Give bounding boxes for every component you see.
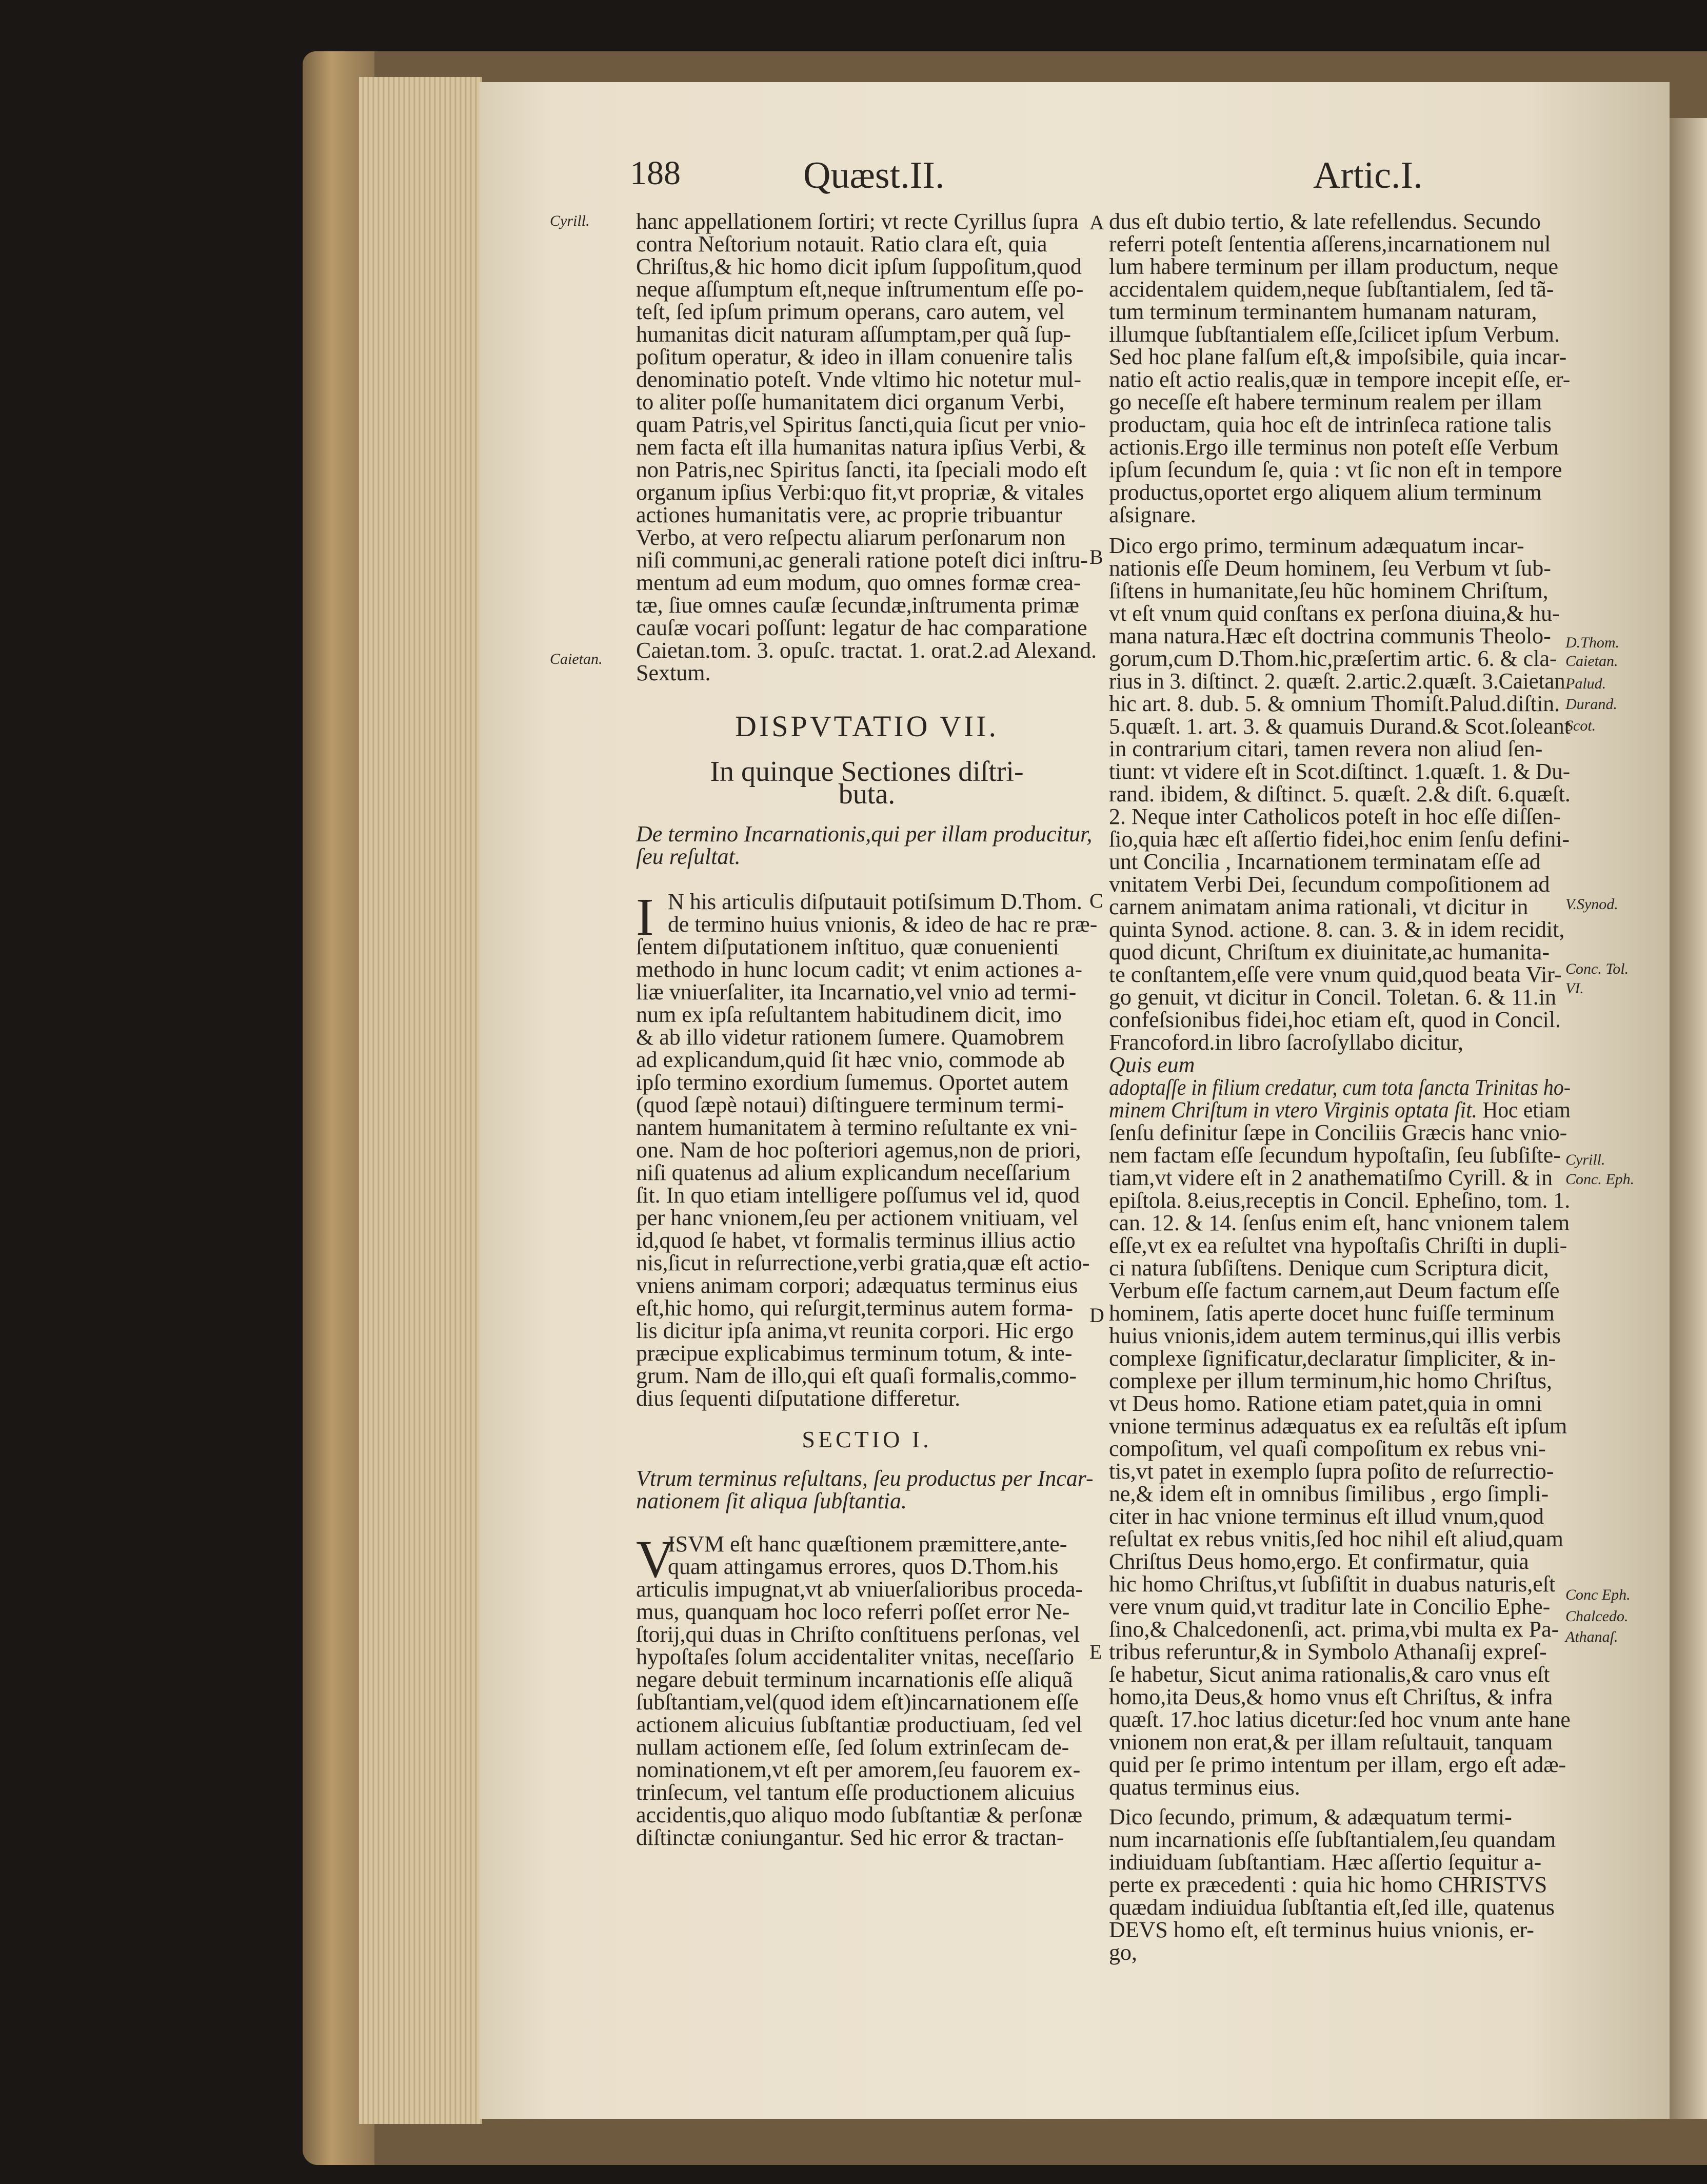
margin-note: D.Thom. [1565,634,1620,651]
disputatio-subtitle [636,756,1098,810]
text-line: aſsignare. [1109,502,1196,527]
text-line: & ab illo videtur rationem ſumere. Quamobrem [636,1025,1064,1050]
text-line: productam, quia hoc eſt de intrinſeca ratione talis [1109,412,1552,437]
text-line: nem factam eſſe ſecundum hypoſtaſin, ſeu ſubſiſte- [1109,1143,1561,1168]
text-line: ſeu reſultat. [636,844,741,869]
text-line: productus,oportet ergo aliquem alium terminum [1109,480,1542,505]
text-line: id,quod ſe habet, vt formalis terminus illius actio [636,1228,1076,1253]
margin-note: VI. [1565,980,1584,997]
section-letter: C [1089,889,1103,912]
text-line: hominem, ſatis aperte docet hunc fuiſſe terminum [1109,1301,1555,1326]
text-line: nantem humanitatem à termino reſultante ex vni- [636,1115,1078,1140]
text-line: ne,& idem eſt in omnibus ſimilibus , ergo ſimpli- [1109,1481,1549,1506]
margin-note: Conc. Tol. [1565,960,1629,977]
paragraph-line [1109,1097,1571,1123]
margin-note: Conc. Eph. [1565,1171,1635,1188]
text-column-right [1109,210,1571,1964]
text-line: ſe habetur, Sicut anima rationalis,& caro vnus eſt [1109,1662,1550,1687]
text-line: ſenſu definitur ſæpe in Conciliis Græcis hanc vnio- [1109,1120,1567,1145]
text-line: tribus referuntur,& in Symbolo Athanaſij expreſ- [1109,1639,1547,1664]
text-line: eſſe,vt ex ea reſultet vna hypoſtaſis Chriſti in dupli- [1109,1233,1567,1258]
text-line: Chriſtus Deus homo,ergo. Et confirmatur, quia [1109,1549,1529,1574]
text-line: quatus terminus eius. [1109,1775,1300,1800]
margin-note: Scot. [1565,717,1596,734]
text-line: ſiſtens in humanitate,ſeu hũc hominem Chriſtum, [1109,578,1549,603]
paragraph-line: ISVM eſt hanc quæſtionem præmittere,ante- [668,1531,1067,1557]
paragraph-line: de termino huius vnionis, & ideo de hac re præ- [668,912,1098,937]
text-line: can. 12. & 14. ſenſus enim eſt, hanc vnionem talem [1109,1210,1570,1235]
text-line: vnione terminus adæquatus ex ea reſultãs eſt ipſum [1109,1413,1567,1439]
text-line: indiuiduam ſubſtantiam. Hæc aſſertio ſequitur a- [1109,1849,1542,1875]
text-line: Chriſtus,& hic homo dicit ipſum ſuppoſitum,quod [636,254,1082,279]
text-line: liæ vniuerſaliter, ita Incarnatio,vel vnio ad termi- [636,979,1077,1005]
paragraph-b [1109,535,1571,1054]
text-line: 5.quæſt. 1. art. 3. & quamuis Durand.& Scot.ſoleant [1109,714,1571,739]
text-line: ad explicandum,quid ſit hæc vnio, commode ab [636,1047,1065,1072]
text-line: reſultat ex rebus vnitis,ſed hoc nihil eſt aliud,quam [1109,1526,1563,1551]
text-line: eſt,hic homo, qui reſurgit,terminus autem forma- [636,1295,1074,1321]
text-line: num incarnationis eſſe ſubſtantialem,ſeu quandam [1109,1827,1556,1852]
text-line: actionem alicuius ſubſtantiæ productiuam, ſed vel [636,1712,1083,1737]
text-line: dus eſt dubio tertio, & late refellendus. Secundo [1109,209,1541,234]
text-line: ipſo termino exordium ſumemus. Oportet autem [636,1070,1069,1095]
text-line: go, [1109,1940,1137,1965]
text-line: præcipue explicabimus terminum totum, & inte- [636,1341,1073,1366]
paragraph-2 [636,1530,1098,1589]
text-line: mentum ad eum modum, quo omnes formæ crea- [636,570,1081,595]
text-line: tiunt: vt videre eſt in Scot.diſtinct. 1.quæſt. 1. & Du- [1109,759,1571,784]
text-line: go neceſſe eſt habere terminum realem per illam [1109,389,1542,415]
quote-text: minem Chriſtum in vtero Virginis optata ſit. [1109,1097,1478,1123]
drop-cap: V [636,1530,675,1589]
text-line: nationis eſſe Deum hominem, ſeu Verbum vt ſub- [1109,556,1551,581]
text-line: vt Deus homo. Ratione etiam patet,quia in omni [1109,1391,1542,1416]
paragraph-text: Hoc etiam [1482,1097,1571,1123]
running-title-right: Artic.I. [1313,154,1423,196]
text-line: nationem ſit aliqua ſubſtantia. [636,1488,907,1513]
text-line: methodo in hunc locum cadit; vt enim actiones a- [636,957,1082,982]
text-line: vniens animam corpori; adæquatus terminus eius [636,1273,1078,1298]
text-line: De termino Incarnationis,qui per illam producitur, [636,821,1093,847]
text-line: tum terminum terminantem humanam naturam, [1109,299,1537,324]
margin-note: Durand. [1565,696,1617,713]
text-line: illumque ſubſtantialem eſſe,ſcilicet ipſum Verbum. [1109,322,1560,347]
text-line: complexe ſignificatur,declaratur ſimpliciter, & in- [1109,1346,1556,1371]
text-line: num ex ipſa reſultantem habitudinem dicit, imo [636,1002,1062,1027]
text-line: Vtrum terminus reſultans, ſeu productus per Incar- [636,1466,1094,1491]
text-line: quædam indiuidua ſubſtantia eſt,ſed ille, quatenus [1109,1895,1555,1920]
text-line: go genuit, vt dicitur in Concil. Toletan. 6. & 11.in [1109,985,1556,1010]
text-line: homo,ita Deus,& homo vnus eſt Chriſtus, & infra [1109,1684,1553,1709]
text-line: epiſtola. 8.eius,receptis in Concil. Epheſino, tom. 1. [1109,1188,1571,1213]
text-line: nominationem,vt eſt per amorem,ſeu fauorem ex- [636,1757,1081,1782]
quote-text: adoptaſſe in filium credatur, cum tota ſancta Trinitas ho- [1109,1075,1571,1100]
paragraph-1-body [636,936,1098,1410]
text-line: (quod ſæpè notaui) diſtinguere terminum termi- [636,1092,1064,1117]
text-line: lis dicitur ipſa anima,vt reunita corpori. Hic ergo [636,1318,1074,1343]
text-line: ſio,quia hæc eſt aſſertio fidei,hoc enim ſenſu defini- [1109,827,1570,852]
text-line: hic art. 8. dub. 5. & omnium Thomiſt.Palud.diſtin. [1109,691,1560,716]
text-line: dius ſequenti diſputatione differetur. [636,1386,961,1411]
text-line: Sed hoc plane falſum eſt,& impoſsibile, quia incar- [1109,344,1567,369]
text-line: ſit. In quo etiam intelligere poſſumus vel id, quod [636,1183,1080,1208]
page-number: 188 [630,154,681,192]
text-line: Dico ſecundo, primum, & adæquatum termi- [1109,1804,1512,1829]
text-line: accidentalem quidem,neque ſubſtantialem, ſed tã- [1109,277,1554,302]
text-line: tis,vt patet in exemplo ſupra poſito de reſurrectio- [1109,1459,1554,1484]
text-line: tæ, ſiue omnes cauſæ ſecundæ,inſtrumenta primæ [636,593,1079,618]
text-line: to aliter poſſe humanitatem dici organum Verbi, [636,389,1065,415]
paragraph-c [1109,1121,1571,1799]
margin-note: Cyrill. [550,212,590,229]
text-line: confeſsionibus fidei,hoc etiam eſt, quod in Concil. [1109,1007,1561,1032]
margin-note: Athanaſ. [1565,1628,1618,1645]
text-line: vnionem non erat,& per illam reſultauit, tanquam [1109,1729,1553,1755]
paragraph-line: quam attingamus errores, quos D.Thom.his [668,1554,1059,1579]
text-line: accidentis,quo aliquo modo ſubſtantiæ & perſonæ [636,1802,1083,1827]
text-line: quid per ſe primo intentum per illam, ergo eſt adæ- [1109,1752,1566,1777]
text-line: nem facta eſt illa humanitas natura ipſius Verbi, & [636,435,1086,460]
text-line: nullam actionem eſſe, ſed ſolum extrinſecam de- [636,1735,1069,1760]
text-line: trinſecum, vel tantum eſſe productionem alicuius [636,1780,1075,1805]
text-line: cauſæ vocari poſſunt: legatur de hac comparatione [636,615,1087,640]
text-line: quinta Synod. actione. 8. can. 3. & in idem recidit, [1109,917,1565,942]
text-line: carnem animatam anima rationali, vt dicitur in [1109,894,1529,919]
text-line: huius vnionis,idem autem terminus,qui illis verbis [1109,1323,1561,1348]
disputatio-argument [636,823,1098,868]
margin-note: Cyrill. [1565,1151,1605,1168]
text-line: denominatio poteſt. Vnde vltimo hic notetur mul- [636,367,1082,392]
text-line: DEVS homo eſt, eſt terminus huius vnionis, er- [1109,1917,1534,1942]
text-line: hypoſtaſes ſolum accidentaliter vnitas, neceſſario [636,1644,1075,1669]
margin-note: Caietan. [1565,653,1618,670]
text-line: ſentem diſputationem inſtituo, quæ conuenienti [636,934,1059,959]
text-line: ipſum ſecundum ſe, quia : vt ſic non eſt in tempore [1109,457,1562,482]
text-line: quod dicunt, Chriſtum ex diuinitate,ac humanita- [1109,939,1550,965]
text-line: buta. [838,778,896,810]
margin-note: Palud. [1565,675,1606,692]
text-line: actiones humanitatis vere, ac proprie tribuantur [636,502,1062,527]
page-edges [359,77,482,2124]
text-line: organum ipſius Verbi:quo fit,vt propriæ, & vitales [636,480,1084,505]
text-line: Dico ergo primo, terminum adæquatum incar- [1109,533,1524,558]
text-line: neque aſſumptum eſt,neque inſtrumentum eſſe po- [636,277,1084,302]
margin-note: Caietan. [550,651,603,667]
text-line: per hanc vnionem,ſeu per actionem vnitiuam, vel [636,1205,1079,1230]
paragraph-a [1109,210,1571,526]
text-line: rius in 3. diſtinct. 2. quæſt. 2.artic.2.quæſt. 3.Caietan. [1109,668,1571,694]
text-line: ci natura ſubſiſtens. Denique cum Scriptura dicit, [1109,1255,1549,1281]
text-line: hic homo Chriſtus,vt ſubſiſtit in duabus naturis,eſt [1109,1571,1556,1597]
paragraph-d [1109,1806,1571,1964]
text-line: quam Patris,vel Spiritus ſancti,quia ſicut per vnio- [636,412,1086,437]
text-line: Sextum. [636,660,711,685]
drop-cap: I [636,888,654,947]
text-line: grum. Nam de illo,qui eſt quaſi formalis,commo- [636,1363,1077,1388]
text-line: negare debuit terminum incarnationis eſſe aliquã [636,1667,1073,1692]
text-line: ſino,& Chalcedonenſi, act. prima,vbi multa ex Pa- [1109,1617,1559,1642]
text-line: contra Neſtorium notauit. Ratio clara eſt, quia [636,231,1047,257]
text-line: ſubſtantiam,vel(quod idem eſt)incarnationem eſſe [636,1689,1079,1715]
text-line: mana natura.Hæc eſt doctrina communis Theolo- [1109,623,1551,648]
section-letter: A [1089,211,1104,234]
text-line: diſtinctæ coniungantur. Sed hic error & tractan- [636,1825,1064,1850]
text-line: ſtorij,qui duas in Chriſto conſtituens perſonas, vel [636,1622,1080,1647]
paragraph-2-body [636,1578,1098,1849]
text-line: non Patris,nec Spiritus ſancti, ita ſpeciali modo eſt [636,457,1087,482]
text-line: complexe per illum terminum,hic homo Chriſtus, [1109,1368,1552,1393]
margin-note: Conc Eph. [1565,1586,1631,1603]
text-line: Francoford.in libro ſacroſyllabo dicitur, [1109,1030,1464,1055]
text-line: perte ex præcedenti : quia hic homo CHRISTVS [1109,1872,1547,1897]
sectio-argument [636,1467,1098,1512]
text-line: rand. ibidem, & diſtinct. 5. quæſt. 2.& diſt. 6.quæſt. [1109,781,1571,806]
text-line: Verbum eſſe factum carnem,aut Deum factum eſſe [1109,1278,1560,1303]
text-line: articulis impugnat,vt ab vniuerſalioribus proceda- [636,1577,1083,1602]
text-line: tiam,vt videre eſt in 2 anathematiſmo Cyrill. & in [1109,1165,1553,1190]
disputatio-title: DISPVTATIO VII. [735,710,999,743]
paragraph-line [1109,1054,1571,1076]
sectio-title: SECTIO I. [802,1426,932,1452]
text-line: citer in hac vnione terminus eſt illud vnum,quod [1109,1504,1544,1529]
section-letter: B [1089,545,1103,568]
text-line: unt Concilia , Incarnationem terminatam eſſe ad [1109,849,1541,874]
text-line: actionis.Ergo ille terminus non poteſt eſſe Verbum [1109,435,1559,460]
section-letter: D [1089,1304,1104,1327]
text-line: Caietan.tom. 3. opuſc. tractat. 1. orat.2.ad Alexand. [636,638,1097,663]
quote-text: Quis eum [1109,1052,1195,1077]
running-title-left: Quæst.II. [803,154,945,196]
margin-note: Chalcedo. [1565,1608,1629,1625]
text-line: lum habere terminum per illam productum, neque [1109,254,1559,279]
text-line: vt eſt vnum quid conſtans ex perſona diuina,& hu- [1109,601,1560,626]
facing-page-edge [1670,118,1707,2119]
text-line: hanc appellationem ſortiri; vt recte Cyrillus ſupra [636,209,1079,234]
text-line: 2. Neque inter Catholicos poteſt in hoc eſſe diſſen- [1109,804,1561,829]
text-line: mus, quanquam hoc loco referri poſſet error Ne- [636,1599,1070,1624]
text-line: poſitum operatur, & ideo in illam conuenire talis [636,344,1073,369]
text-column-left [636,210,1098,1849]
text-line: compoſitum, vel quaſi compoſitum ex rebus vni- [1109,1436,1546,1461]
text-line: natio eſt actio realis,quæ in tempore incepit eſſe, er- [1109,367,1571,392]
text-line: referri poteſt ſententia aſſerens,incarnationem nul [1109,231,1551,257]
text-line: vnitatem Verbi Dei, ſecundum compoſitionem ad [1109,872,1550,897]
text-line: In quinque Sectiones diſtri- [710,756,1024,788]
text-line: niſi quatenus ad alium explicandum neceſſarium [636,1160,1070,1185]
text-line: in contrarium citari, tamen revera non aliud ſen- [1109,736,1543,761]
text-line: nis,ſicut in reſurrectione,verbi gratia,quæ eſt actio- [636,1250,1090,1275]
text-line: humanitas dicit naturam aſſumptam,per quã ſup- [636,322,1071,347]
text-line: quæſt. 17.hoc latius dicetur:ſed hoc vnum ante hane [1109,1707,1571,1732]
text-line: Verbo, at vero reſpectu aliarum perſonarum non [636,525,1065,550]
section-letter: E [1089,1640,1102,1663]
text-line: one. Nam de hoc poſteriori agemus,non de priori, [636,1137,1081,1163]
text-line: teſt, ſed ipſum primum operans, caro autem, vel [636,299,1065,324]
paragraph-line: N his articulis diſputauit potiſsimum D.Thom. [668,889,1082,914]
text-line: vere vnum quid,vt traditur late in Concilio Ephe- [1109,1594,1551,1619]
text-line: niſi communi,ac generali ratione poteſt dici inſtru- [636,547,1088,573]
text-line: gorum,cum D.Thom.hic,præſertim artic. 6. & cla- [1109,646,1557,671]
margin-note: V.Synod. [1565,896,1618,913]
opening-paragraph [636,210,1098,684]
text-line: te conſtantem,eſſe vere vnum quid,quod beata Vir- [1109,962,1562,987]
